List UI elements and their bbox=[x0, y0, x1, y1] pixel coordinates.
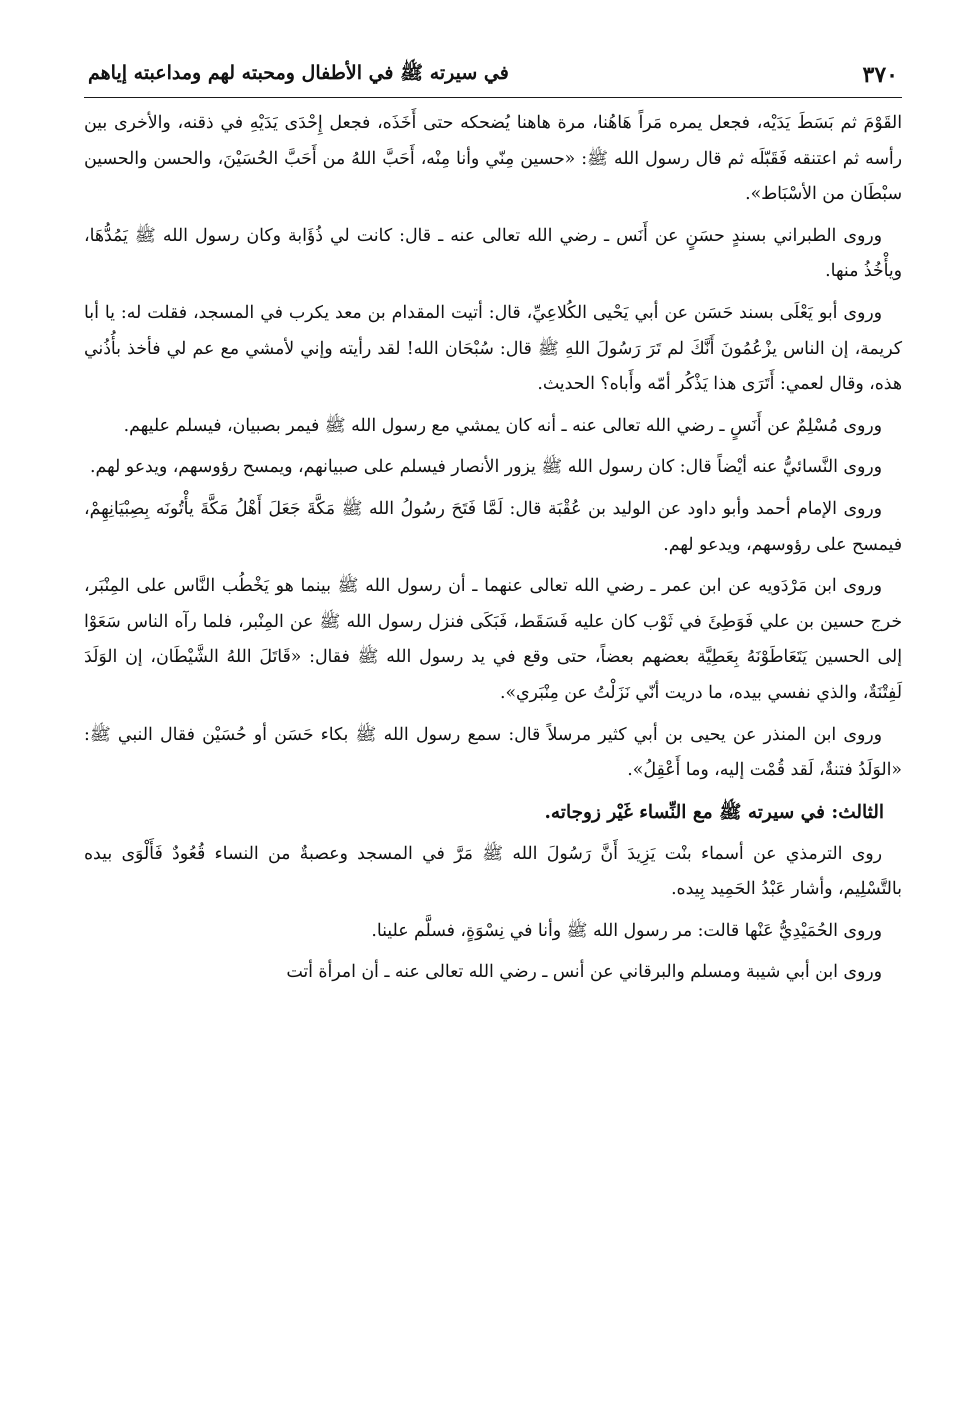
paragraph-abu-yala: وروى أبو يَعْلَى بسند حَسَن عن أبي يَحْيى الكُلاعِيِّ، قال: أتيت المقدام بن معد يكرب في المسجد، فقلت له: يا أبا كريمة، إن الناس يزْعُمُونَ أَنَّكَ لم تَرَ رَسُولَ اللهِ ﷺ قال: سُبْحَان الله! لقد رأيته وإني لأمشي مع عم لي فأخذ بأُذُني هذه، وقال لعمي: أَتَرَى هذا يَذْكُر أمّه وأَباه؟ الحديث. bbox=[84, 302, 902, 395]
paragraph-humaydi: وروى الحُمَيْدِيُّ عَنْها قالت: مر رسول الله ﷺ وأنا في نِسْوَةٍ، فسلَّم علينا. bbox=[371, 920, 882, 941]
section-heading: الثالث: في سيرته ﷺ مع النِّساء غَيْر زوجاته. bbox=[544, 801, 884, 823]
paragraph-nasai: وروى النَّسائيُّ عنه أيْضاً قال: كان رسول الله ﷺ يزور الأنصار فيسلم على صبيانهم، ويمسح رؤوسهم، ويدعو لهم. bbox=[90, 457, 882, 478]
paragraph-ahmad-abu-dawud: وروى الإمام أحمد وأبو داود عن الوليد بن عُقْبَة قال: لَمَّا فَتَحَ رسُولُ الله ﷺ مَكَّةَ جَعَلَ أَهْلُ مَكَّةَ يأْتُونَه بِصِبْيَانِهِمْ، فيمسح على رؤوسهم، ويدعو لهم. bbox=[84, 498, 902, 555]
page-number: ٣٧٠ bbox=[862, 61, 898, 88]
paragraph-tirmidhi: روى الترمذي عن أسماء بنْت يَزِيدَ أَنَّ رَسُولَ الله ﷺ مَرَّ في المسجد وعصبةٌ من النساء قُعُودٌ فَأَلْوَى بيده بالتَّسْلِيم، وأشار عَبْدُ الحَمِيد بِيده. bbox=[84, 843, 902, 900]
book-page bbox=[84, 52, 902, 1372]
body-text bbox=[84, 106, 902, 991]
paragraph-muslim: وروى مُسْلِمٌ عن أَنَسٍ ـ رضي الله تعالى عنه ـ أنه كان يمشي مع رسول الله ﷺ فيمر بصبيان، فيسلم عليهم. bbox=[123, 415, 882, 436]
paragraph-ibn-mardawayh: وروى ابن مَرْدَويه عن ابن عمر ـ رضي الله تعالى عنهما ـ أن رسول الله ﷺ بينما هو يَخْطُب النَّاس على المِنْبَر، خرج حسين بن علي فَوَطِئَ في ثَوْب كان عليه فَسَقَط، فَبَكَى فنزل رسول الله ﷺ عن المِنْبر، فلما رآه الناس سَعَوْا إلى الحسين يَتَعَاطَوْنَهُ بِعَطِيَّة بعضهم بعضاً، حتى وقع في يد رسول الله ﷺ فقال: «قَاتَلَ اللهُ الشَّيْطَان، إن الوَلَدَ لَفِتْنَةٌ، والذي نفسي بيده، ما دريت أنّي نَزَلْتُ عن مِنْبَري». bbox=[84, 576, 902, 703]
paragraph-ibn-abi-shayba: وروى ابن أبي شيبة ومسلم والبرقاني عن أنس ـ رضي الله تعالى عنه ـ أن امرأة أتت bbox=[286, 962, 882, 983]
paragraph-continuation: القَوْمَ ثم بَسَطَ يَدَيْه، فجعل يمره مَراً هَاهُنا، مرة هاهنا يُضحكه حتى أَخَذَه، فجعل إِحْدَى يَدَيْهِ في ذقنه، والأخرى بين رأسه ثم اعتنقه فَقَبّلَه ثم قال رسول الله ﷺ: «حسين مِنّي وأنا مِنْه، أَحَبَّ اللهُ من أَحَبَّ الحُسَيْنَ، والحسن والحسين سبْطَان من الأسْبَاط». bbox=[84, 113, 902, 205]
paragraph-ibn-al-mundhir: وروى ابن المنذر عن يحيى بن أبي كثير مرسلاً قال: سمع رسول الله ﷺ بكاء حَسَن أو حُسَيْن فقال النبي ﷺ: «الوَلَدُ فتنةٌ، لَقد قُمْت إليه، وما أَعْقِلُ». bbox=[84, 724, 902, 781]
paragraph-tabarani: وروى الطبراني بسندٍ حسَنٍ عن أَنَس ـ رضي الله تعالى عنه ـ قال: كانت لي ذُؤَابة وكان رسول الله ﷺ يَمُدُّهَا، ويأْخُذُ منها. bbox=[84, 225, 902, 282]
running-header bbox=[84, 52, 902, 98]
header-title: في سيرته ﷺ في الأطفال ومحبته لهم ومداعبته إياهم bbox=[88, 61, 509, 84]
